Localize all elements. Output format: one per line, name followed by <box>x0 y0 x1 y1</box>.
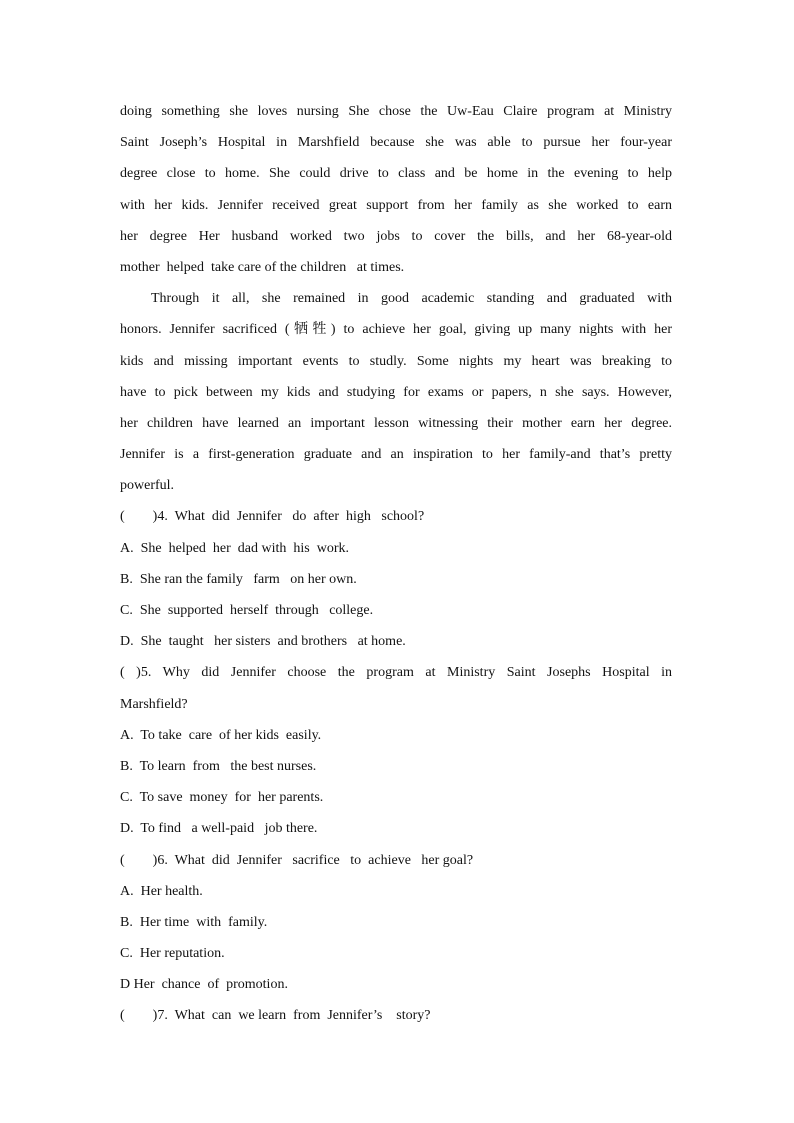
text-line <box>120 96 672 127</box>
text-line <box>120 221 672 252</box>
line-text: her degree Her husband worked two jobs to cover the bills, and her 68-year-old <box>120 228 672 244</box>
answer-option-a: A. She helped her dad with his work. <box>120 540 350 556</box>
passage-paragraph-1 <box>120 96 672 283</box>
answer-option-c: C. To save money for her parents. <box>120 790 324 806</box>
question-7 <box>120 1000 672 1031</box>
line-text: Saint Joseph’s Hospital in Marshfield because she was able to pursue her four-year <box>120 135 672 151</box>
answer-option-d: D. She taught her sisters and brothers at home. <box>120 634 406 650</box>
line-text: doing something she loves nursing She chose the Uw-Eau Claire program at Ministry <box>120 104 672 119</box>
question-5 <box>120 657 672 844</box>
answer-option-c: C. Her reputation. <box>120 946 225 962</box>
text-line <box>120 158 672 189</box>
answer-option-a: A. Her health. <box>120 883 203 899</box>
text-line <box>120 439 672 470</box>
question-stem: ( )4. What did Jennifer do after high school? <box>120 509 425 525</box>
question-4 <box>120 501 672 657</box>
line-text: honors. Jennifer sacrificed (牺牲) to achieve her goal, giving up many nights with her <box>120 322 672 338</box>
text-line <box>120 283 672 314</box>
line-text: Through it all, she remained in good academic standing and graduated with <box>151 291 672 307</box>
text-line <box>120 377 672 408</box>
text-line <box>120 657 672 688</box>
answer-option-b: B. Her time with family. <box>120 914 268 930</box>
line-text: degree close to home. She could drive to class and be home in the evening to help <box>120 166 672 182</box>
line-text: with her kids. Jennifer received great support from her family as she worked to earn <box>120 197 672 213</box>
question-stem-continued: Marshfield? <box>120 696 188 712</box>
line-text: have to pick between my kids and studying for exams or papers, n she says. However, <box>120 384 672 400</box>
document-page <box>120 96 672 1032</box>
line-text: powerful. <box>120 478 175 494</box>
line-text: Jennifer is a first-generation graduate and an inspiration to her family-and that’s pretty <box>120 447 672 463</box>
answer-option-c: C. She supported herself through college. <box>120 603 374 618</box>
answer-option-d: D. To find a well-paid job there. <box>120 821 318 837</box>
text-line <box>120 190 672 221</box>
answer-option-b: B. She ran the family farm on her own. <box>120 571 357 587</box>
question-stem: ( )7. What can we learn from Jennifer’s story? <box>120 1008 431 1024</box>
text-line <box>120 127 672 158</box>
line-text: mother helped take care of the children at times. <box>120 259 405 275</box>
text-line <box>120 314 672 345</box>
line-text: kids and missing important events to studly. Some nights my heart was breaking to <box>120 353 672 369</box>
question-stem: ( )5. Why did Jennifer choose the program at Ministry Saint Josephs Hospital in <box>120 665 672 681</box>
answer-option-b: B. To learn from the best nurses. <box>120 758 317 774</box>
answer-option-a: A. To take care of her kids easily. <box>120 727 322 743</box>
answer-option-d: D Her chance of promotion. <box>120 977 288 993</box>
text-line <box>120 408 672 439</box>
question-6 <box>120 845 672 1001</box>
passage-paragraph-2 <box>120 283 672 501</box>
question-stem: ( )6. What did Jennifer sacrifice to achieve her goal? <box>120 852 474 868</box>
text-line <box>120 346 672 377</box>
line-text: her children have learned an important lesson witnessing their mother earn her degree. <box>120 415 672 431</box>
